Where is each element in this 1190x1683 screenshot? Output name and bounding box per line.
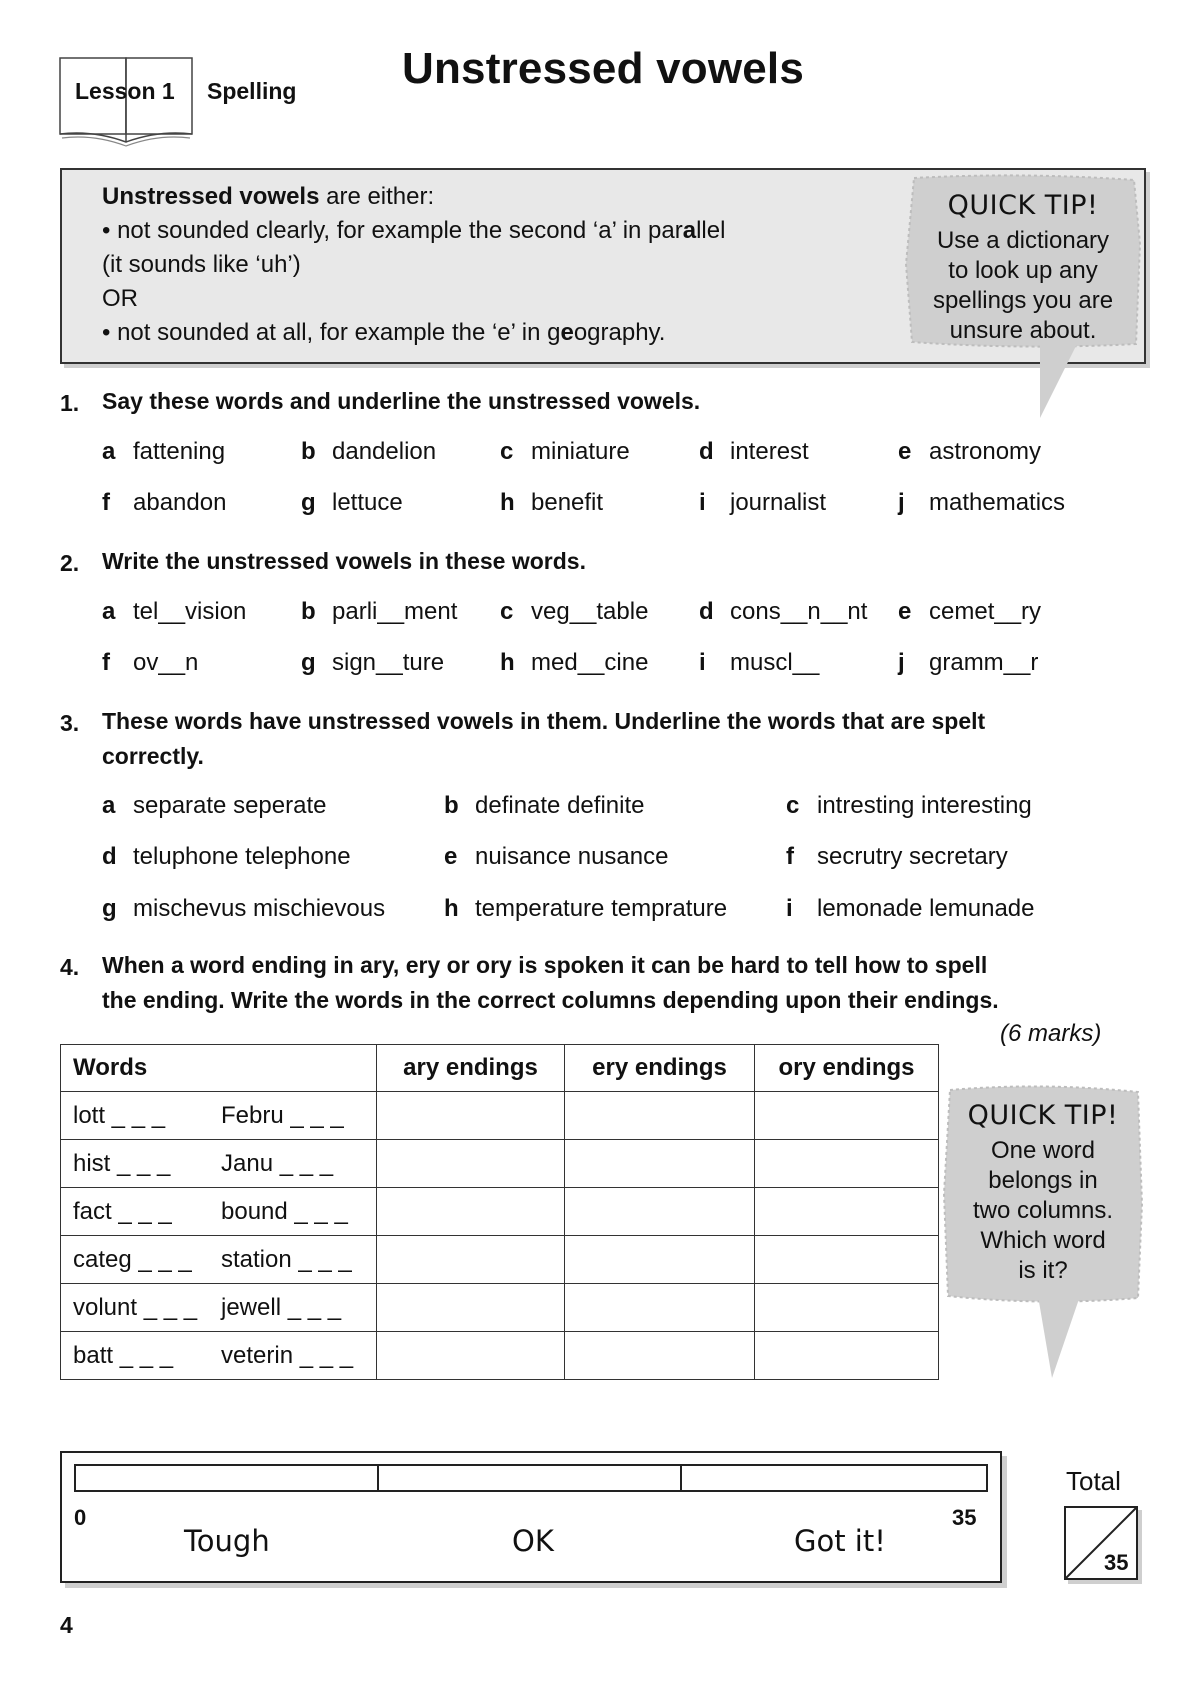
words-cell: lott _ _ _ Febru _ _ _ — [61, 1092, 377, 1140]
ary-answer-cell[interactable] — [377, 1188, 565, 1236]
words-cell: volunt _ _ _ jewell _ _ _ — [61, 1284, 377, 1332]
q1-item-g: g lettuce — [301, 489, 403, 516]
question-1-number: 1. — [60, 390, 80, 416]
progress-max: 35 — [952, 1505, 977, 1530]
endings-table — [60, 1044, 939, 1380]
progress-divider — [680, 1464, 682, 1492]
page-title: Unstressed vowels — [402, 44, 805, 93]
question-3-text: These words have unstressed vowels in them. Underline the words that are spelt correctly. — [102, 708, 986, 769]
table-row — [61, 1188, 939, 1236]
ery-answer-cell[interactable] — [565, 1236, 755, 1284]
q2-item-c: c veg__table — [500, 598, 649, 625]
question-3-number: 3. — [60, 710, 80, 736]
question-1-text: Say these words and underline the unstressed vowels. — [102, 388, 701, 414]
q1-item-c: c miniature — [500, 438, 630, 465]
progress-label-ok: OK — [512, 1524, 554, 1558]
q1-item-h: h benefit — [500, 489, 604, 516]
q1-item-a: a fattening — [102, 438, 226, 465]
q2-item-d: d cons__n__nt — [699, 598, 868, 625]
ary-answer-cell[interactable] — [377, 1236, 565, 1284]
ory-answer-cell[interactable] — [755, 1092, 939, 1140]
q2-item-j: j gramm__r — [898, 649, 1039, 676]
ory-answer-cell[interactable] — [755, 1188, 939, 1236]
ory-answer-cell[interactable] — [755, 1284, 939, 1332]
quick-tip-heading-2: QUICK TIP! — [967, 1100, 1119, 1131]
header-words: Words — [61, 1045, 377, 1092]
q1-item-j: j mathematics — [898, 489, 1066, 516]
q3-item-b: b definate definite — [444, 792, 645, 819]
ory-answer-cell[interactable] — [755, 1332, 939, 1380]
section-label: Spelling — [207, 78, 297, 104]
table-row — [61, 1332, 939, 1380]
header-ery: ery endings — [565, 1045, 755, 1092]
question-2-number: 2. — [60, 550, 80, 576]
quick-tip-heading-1: QUICK TIP! — [947, 190, 1099, 221]
q2-item-a: a tel__vision — [102, 598, 247, 625]
quick-tip-text-2: One word belongs in two columns. Which word is it? — [972, 1137, 1114, 1284]
quick-tip-text-1: Use a dictionary to look up any spellings you are unsure about. — [932, 227, 1114, 344]
page-number: 4 — [60, 1612, 73, 1638]
table-header-row — [61, 1045, 939, 1092]
q3-item-g: g mischevus mischievous — [102, 895, 386, 922]
intro-line-2: • not sounded clearly, for example the second ‘a’ in parallel — [102, 217, 726, 244]
q1-item-f: f abandon — [102, 489, 227, 516]
ery-answer-cell[interactable] — [565, 1332, 755, 1380]
q1-item-i: i journalist — [699, 489, 827, 516]
q3-item-a: a separate seperate — [102, 792, 327, 819]
ary-answer-cell[interactable] — [377, 1140, 565, 1188]
table-row — [61, 1236, 939, 1284]
progress-min: 0 — [74, 1505, 87, 1530]
q2-item-b: b parli__ment — [301, 598, 458, 625]
q3-item-e: e nuisance nusance — [444, 843, 669, 870]
ory-answer-cell[interactable] — [755, 1140, 939, 1188]
intro-line-4: OR — [102, 285, 138, 312]
q3-item-d: d teluphone telephone — [102, 843, 351, 870]
q3-item-f: f secrutry secretary — [786, 843, 1008, 870]
ary-answer-cell[interactable] — [377, 1332, 565, 1380]
table-row — [61, 1140, 939, 1188]
total-label: Total — [1066, 1466, 1121, 1496]
q3-item-i: i lemonade lemunade — [786, 895, 1035, 922]
table-row — [61, 1092, 939, 1140]
q3-item-c: c intresting interesting — [786, 792, 1032, 819]
progress-label-tough: Tough — [184, 1524, 270, 1558]
table-row — [61, 1284, 939, 1332]
ary-answer-cell[interactable] — [377, 1284, 565, 1332]
q2-item-i: i muscl__ — [699, 649, 820, 676]
lesson-label: Lesson 1 — [75, 78, 175, 104]
ery-answer-cell[interactable] — [565, 1284, 755, 1332]
marks-label: (6 marks) — [1000, 1020, 1102, 1047]
words-cell: categ _ _ _ station _ _ _ — [61, 1236, 377, 1284]
q2-item-e: e cemet__ry — [898, 598, 1042, 625]
header-ory: ory endings — [755, 1045, 939, 1092]
progress-label-got-it: Got it! — [794, 1524, 886, 1558]
progress-bar[interactable] — [74, 1464, 988, 1492]
q2-item-f: f ov__n — [102, 649, 199, 676]
q1-item-d: d interest — [699, 438, 809, 465]
words-cell: hist _ _ _ Janu _ _ _ — [61, 1140, 377, 1188]
header-ary: ary endings — [377, 1045, 565, 1092]
intro-line-3: (it sounds like ‘uh’) — [102, 251, 301, 278]
q1-item-e: e astronomy — [898, 438, 1042, 465]
question-4-number: 4. — [60, 954, 80, 980]
words-cell: batt _ _ _ veterin _ _ _ — [61, 1332, 377, 1380]
intro-line-1: Unstressed vowels are either: — [102, 183, 435, 210]
question-2-text: Write the unstressed vowels in these words. — [102, 548, 586, 574]
q1-item-b: b dandelion — [301, 438, 437, 465]
ory-answer-cell[interactable] — [755, 1236, 939, 1284]
progress-divider — [377, 1464, 379, 1492]
q2-item-g: g sign__ture — [301, 649, 445, 676]
total-out-of: 35 — [1104, 1550, 1129, 1575]
q3-item-h: h temperature temprature — [444, 895, 728, 922]
intro-line-5: • not sounded at all, for example the ‘e’ in geography. — [102, 319, 666, 346]
question-4-text: When a word ending in ary, ery or ory is spoken it can be hard to tell how to spell the ending. Write the words in the correct columns depending upon their endings. — [102, 952, 999, 1013]
ery-answer-cell[interactable] — [565, 1140, 755, 1188]
words-cell: fact _ _ _ bound _ _ _ — [61, 1188, 377, 1236]
ery-answer-cell[interactable] — [565, 1092, 755, 1140]
q2-item-h: h med__cine — [500, 649, 649, 676]
ery-answer-cell[interactable] — [565, 1188, 755, 1236]
ary-answer-cell[interactable] — [377, 1092, 565, 1140]
